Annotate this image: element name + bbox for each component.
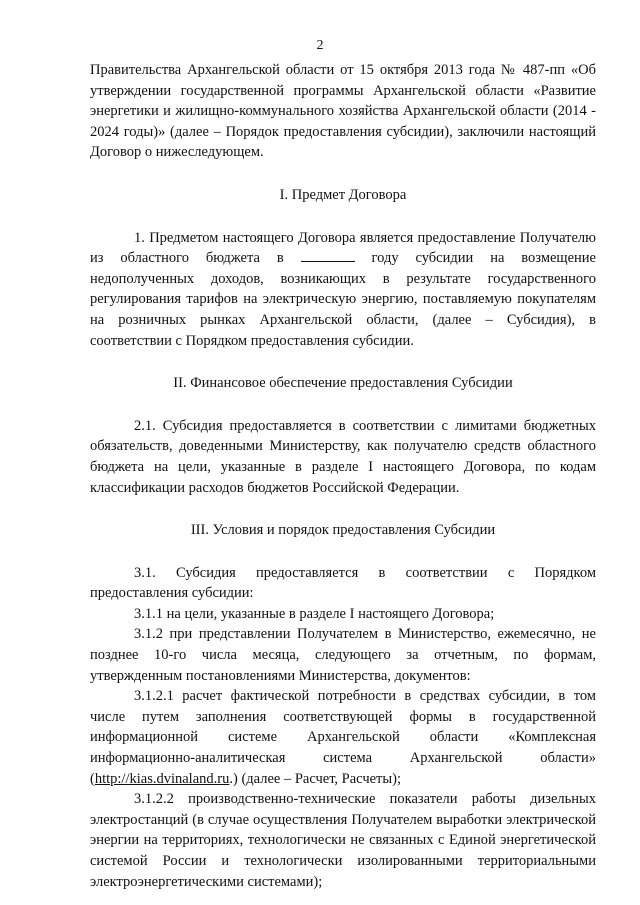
- year-blank-field: [301, 248, 355, 262]
- clause-3-1-2-1-text-b: .) (далее – Расчет, Расчеты);: [229, 770, 401, 787]
- clause-3-1-2-2: 3.1.2.2 производственно-технические показатели работы дизельных электростанций (в случае осуществления Получателем выработки электрической энергии на территориях, технологически не связанных с Единой энергетической системой России и технологически изолированными территориальными электроэнергетическими системами);: [90, 791, 596, 890]
- clause-3-1-1: 3.1.1 на цели, указанные в разделе I настоящего Договора;: [134, 605, 495, 622]
- section-1-text-b: году субсидии на возмещение недополученных доходов, возникающих в результате государственного регулирования тарифов на электрическую энергию, поставляемую покупателям на розничных рынках Архангельской области, (далее – Субсидия), в соответствии с Порядком предоставления субсидии.: [90, 250, 596, 349]
- section-2-paragraph: 2.1. Субсидия предоставляется в соответствии с лимитами бюджетных обязательств, доведенными Министерству, как получателю средств областного бюджета на цели, указанные в разделе I настоящего Договора, по кодам классификации расходов бюджетов Российской Федерации.: [90, 417, 596, 496]
- section-2-heading: II. Финансовое обеспечение предоставления Субсидии: [173, 375, 513, 392]
- section-1-text-a: 1. Предметом настоящего Договора является предоставление Получателю из областного бюджета в: [90, 229, 596, 267]
- section-1-paragraph: [90, 228, 596, 352]
- section-1-heading: I. Предмет Договора: [279, 186, 407, 203]
- clause-3-1: 3.1. Субсидия предоставляется в соответствии с Порядком предоставления субсидии:: [90, 564, 596, 602]
- clause-3-1-2-1: [90, 686, 596, 789]
- kias-link[interactable]: http://kias.dvinaland.ru: [94, 770, 230, 787]
- section-3-heading: III. Условия и порядок предоставления Субсидии: [190, 522, 496, 539]
- clause-3-1-2: 3.1.2 при представлении Получателем в Министерство, ежемесячно, не позднее 10-го числа месяца, следующего за отчетным, по формам, утвержденным постановлениями Министерства, документов:: [90, 626, 596, 684]
- intro-paragraph: Правительства Архангельской области от 15 октября 2013 года № 487-пп «Об утверждении государственной программы Архангельской области «Развитие энергетики и жилищно-коммунального хозяйства Архангельской области (2014 - 2024 годы)» (далее – Порядок предоставления субсидии), заключили настоящий Договор о нижеследующем.: [90, 62, 596, 161]
- clause-3-1-2-1-text-a: 3.1.2.1 расчет фактической потребности в средствах субсидии, в том числе путем заполнения соответствующей формы в государственной информационной системе Архангельской области «Комплексная информационно-аналитическая система Архангельской области» (: [90, 688, 596, 787]
- page-number: 2: [316, 38, 324, 53]
- document-body: [90, 60, 596, 892]
